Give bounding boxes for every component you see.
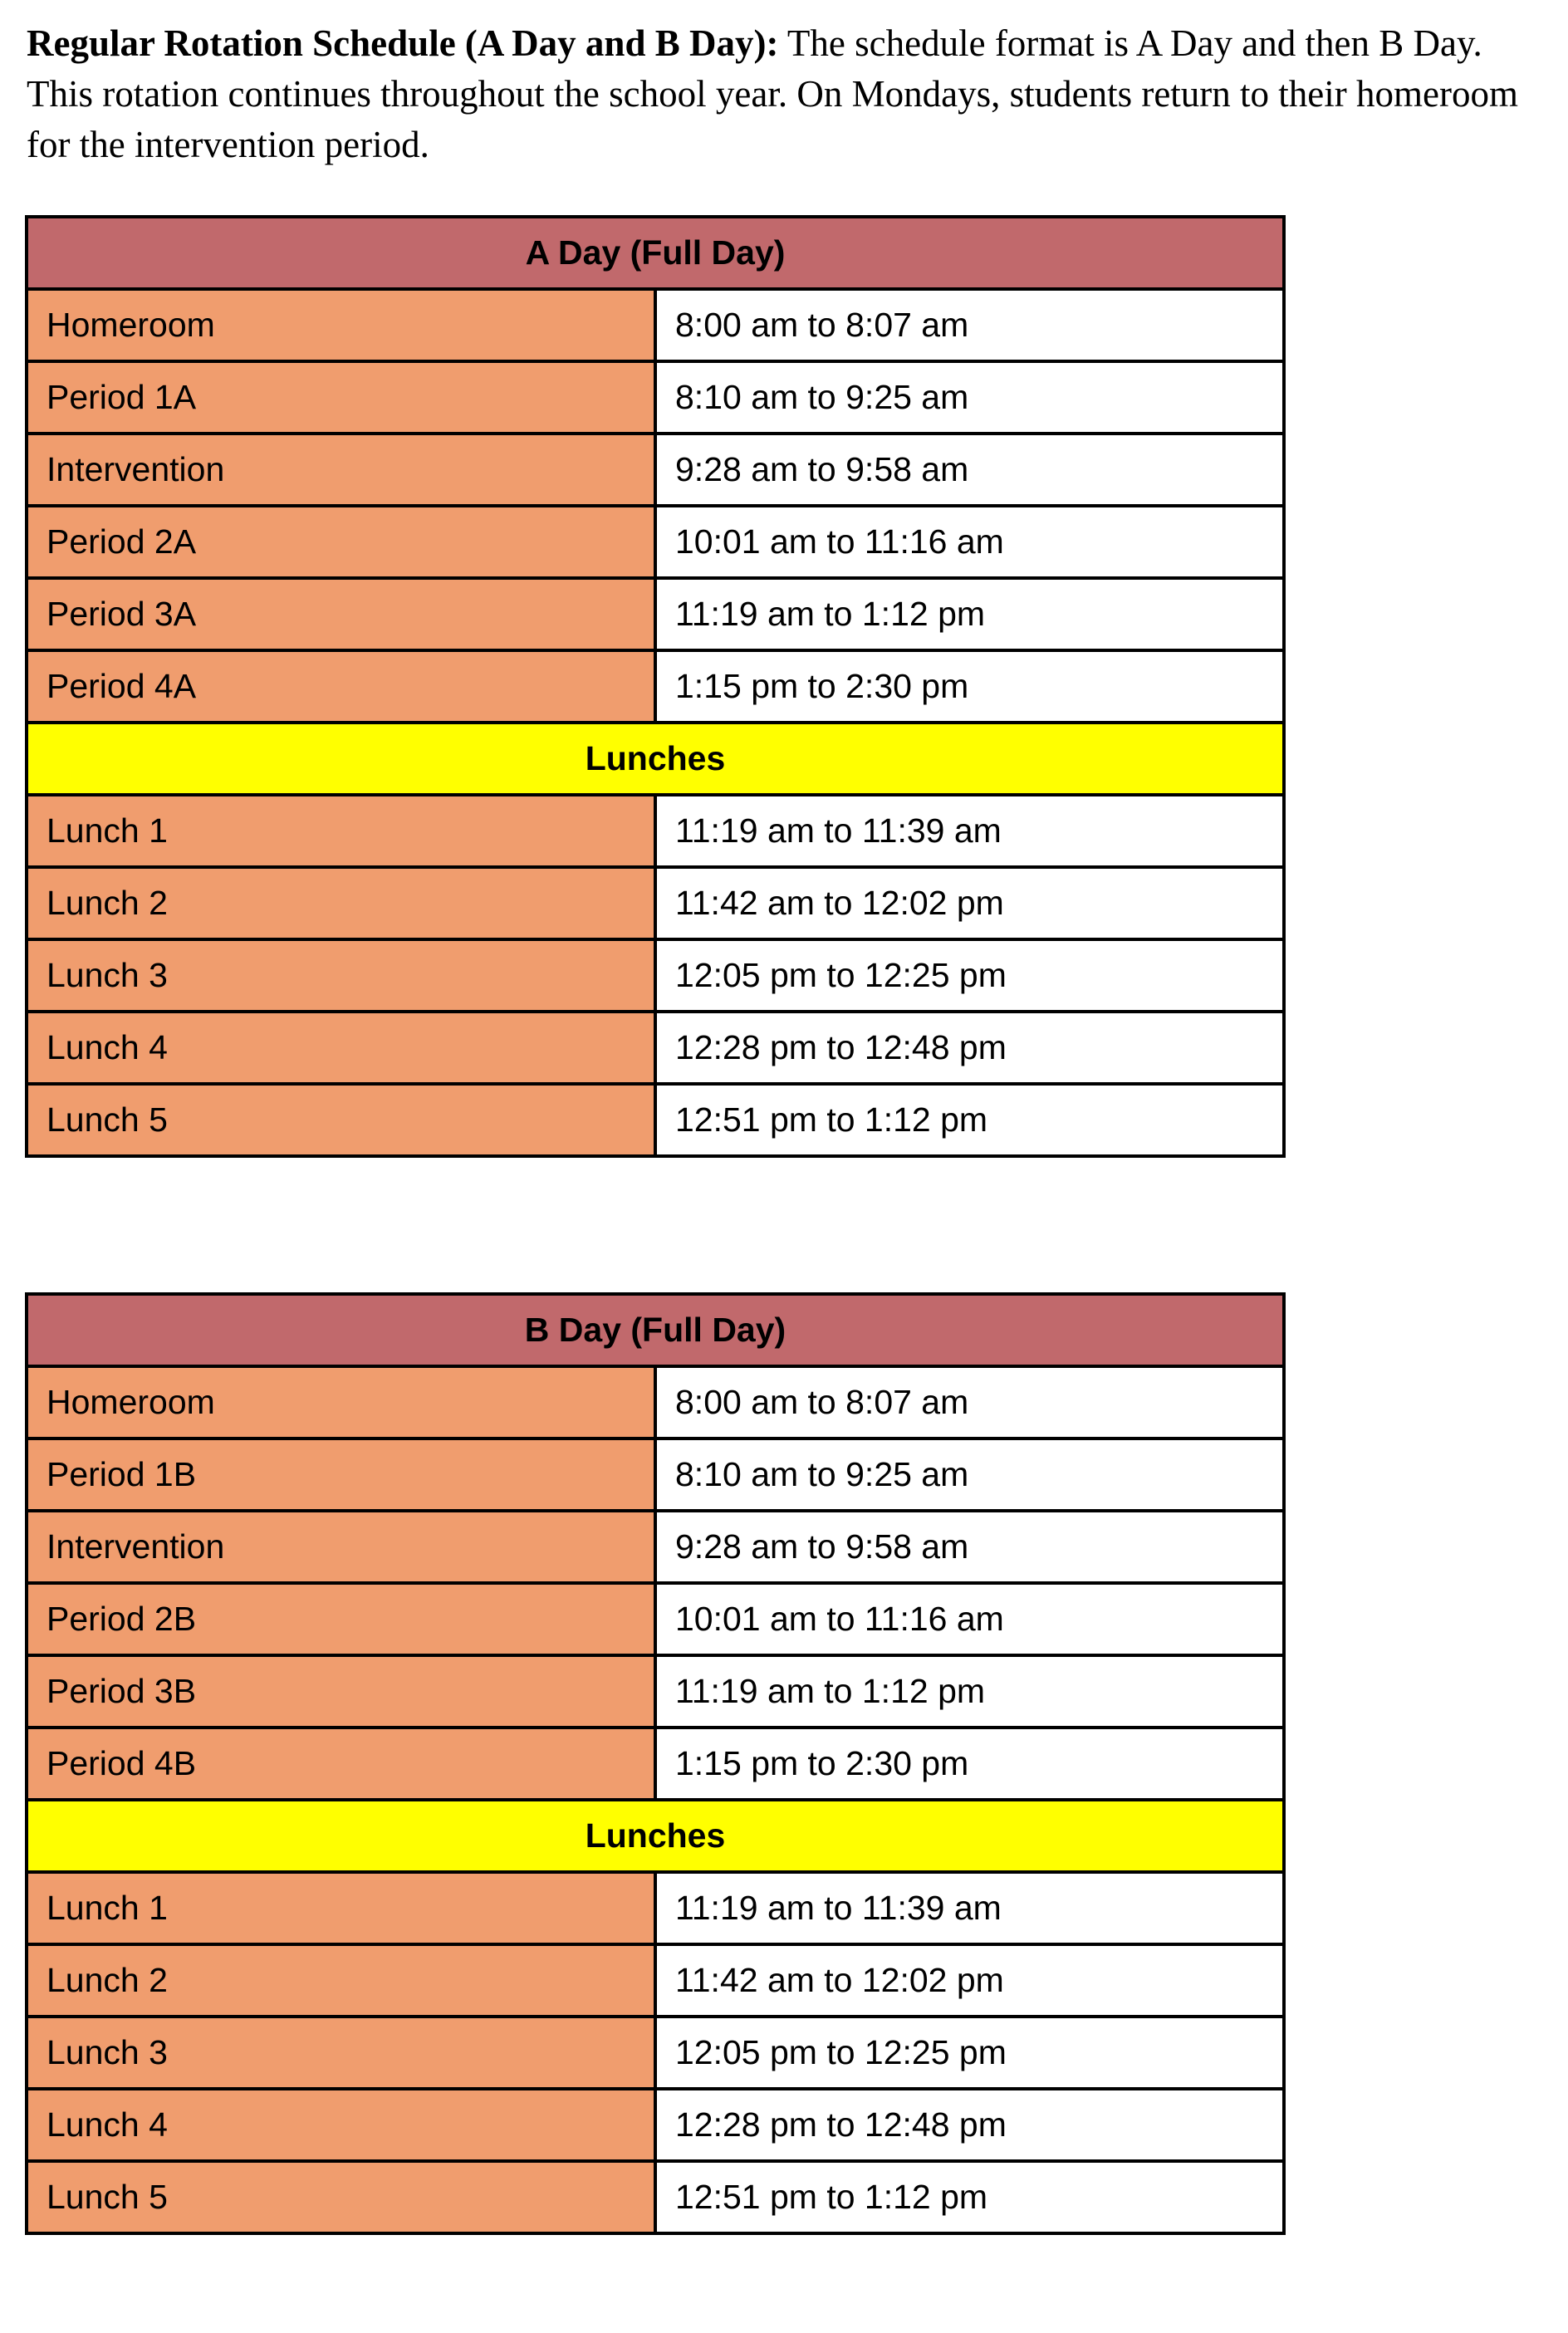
table-row: [27, 1655, 1284, 1728]
period-label: Period 3B: [27, 1655, 655, 1728]
period-time: 10:01 am to 11:16 am: [655, 506, 1284, 578]
lunch-time: 12:28 pm to 12:48 pm: [655, 2089, 1284, 2161]
period-time: 8:00 am to 8:07 am: [655, 289, 1284, 361]
period-time: 8:10 am to 9:25 am: [655, 361, 1284, 434]
table-row: [27, 434, 1284, 506]
table-row: [27, 1012, 1284, 1084]
lunch-label: Lunch 1: [27, 1872, 655, 1944]
a-day-lunches-header-row: [27, 723, 1284, 795]
period-time: 9:28 am to 9:58 am: [655, 434, 1284, 506]
period-time: 1:15 pm to 2:30 pm: [655, 1728, 1284, 1800]
lunch-label: Lunch 2: [27, 1944, 655, 2017]
lunch-label: Lunch 5: [27, 2161, 655, 2233]
lunch-time: 12:05 pm to 12:25 pm: [655, 939, 1284, 1012]
period-time: 8:10 am to 9:25 am: [655, 1439, 1284, 1511]
lunch-label: Lunch 2: [27, 867, 655, 939]
table-row: [27, 1084, 1284, 1156]
table-row: [27, 1439, 1284, 1511]
lunch-time: 11:19 am to 11:39 am: [655, 795, 1284, 867]
period-label: Period 2B: [27, 1583, 655, 1655]
lunch-time: 12:51 pm to 1:12 pm: [655, 1084, 1284, 1156]
period-time: 1:15 pm to 2:30 pm: [655, 650, 1284, 723]
a-day-lunches-title: Lunches: [27, 723, 1284, 795]
period-time: 8:00 am to 8:07 am: [655, 1366, 1284, 1439]
b-day-title: B Day (Full Day): [27, 1294, 1284, 1366]
table-row: [27, 650, 1284, 723]
table-row: [27, 1511, 1284, 1583]
period-time: 11:19 am to 1:12 pm: [655, 1655, 1284, 1728]
lunch-label: Lunch 3: [27, 2017, 655, 2089]
a-day-title: A Day (Full Day): [27, 217, 1284, 289]
b-day-schedule-table: [25, 1292, 1286, 2235]
period-label: Period 1A: [27, 361, 655, 434]
table-row: [27, 795, 1284, 867]
period-label: Intervention: [27, 434, 655, 506]
lunch-label: Lunch 5: [27, 1084, 655, 1156]
lunch-label: Lunch 3: [27, 939, 655, 1012]
period-label: Period 1B: [27, 1439, 655, 1511]
lunch-time: 12:05 pm to 12:25 pm: [655, 2017, 1284, 2089]
intro-paragraph: [27, 18, 1555, 170]
table-row: [27, 361, 1284, 434]
table-row: [27, 2089, 1284, 2161]
table-row: [27, 867, 1284, 939]
table-row: [27, 2017, 1284, 2089]
intro-text: The schedule format is A Day and then B Day. This rotation continues throughout the school year. On Mondays, students return to their homeroom for the intervention period.: [27, 22, 1518, 165]
period-time: 11:19 am to 1:12 pm: [655, 578, 1284, 650]
lunch-time: 11:42 am to 12:02 pm: [655, 867, 1284, 939]
period-label: Period 4A: [27, 650, 655, 723]
table-row: [27, 1872, 1284, 1944]
period-label: Period 2A: [27, 506, 655, 578]
table-row: [27, 1366, 1284, 1439]
period-label: Intervention: [27, 1511, 655, 1583]
lunch-time: 12:28 pm to 12:48 pm: [655, 1012, 1284, 1084]
table-row: [27, 1728, 1284, 1800]
table-row: [27, 578, 1284, 650]
intro-bold-lead: Regular Rotation Schedule (A Day and B Day):: [27, 22, 779, 64]
table-row: [27, 1944, 1284, 2017]
lunch-time: 12:51 pm to 1:12 pm: [655, 2161, 1284, 2233]
a-day-schedule-table: [25, 215, 1286, 1158]
b-day-lunches-header-row: [27, 1800, 1284, 1872]
lunch-label: Lunch 1: [27, 795, 655, 867]
b-day-header-row: [27, 1294, 1284, 1366]
lunch-label: Lunch 4: [27, 1012, 655, 1084]
period-label: Period 3A: [27, 578, 655, 650]
a-day-header-row: [27, 217, 1284, 289]
lunch-label: Lunch 4: [27, 2089, 655, 2161]
table-row: [27, 1583, 1284, 1655]
period-time: 9:28 am to 9:58 am: [655, 1511, 1284, 1583]
table-row: [27, 939, 1284, 1012]
b-day-lunches-title: Lunches: [27, 1800, 1284, 1872]
table-row: [27, 506, 1284, 578]
period-time: 10:01 am to 11:16 am: [655, 1583, 1284, 1655]
period-label: Homeroom: [27, 1366, 655, 1439]
lunch-time: 11:42 am to 12:02 pm: [655, 1944, 1284, 2017]
table-row: [27, 289, 1284, 361]
table-row: [27, 2161, 1284, 2233]
lunch-time: 11:19 am to 11:39 am: [655, 1872, 1284, 1944]
period-label: Period 4B: [27, 1728, 655, 1800]
period-label: Homeroom: [27, 289, 655, 361]
